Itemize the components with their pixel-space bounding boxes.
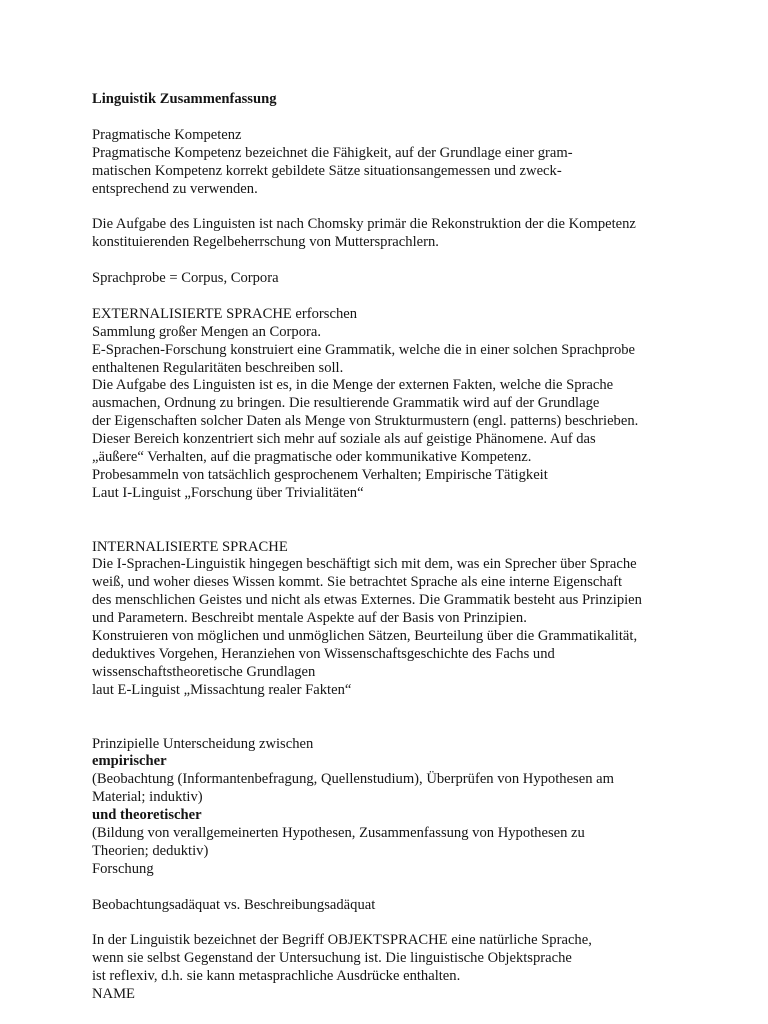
empirisch-label: empirischer xyxy=(92,753,167,770)
paragraph-line: Die Aufgabe des Linguisten ist nach Chomsky primär die Rekonstruktion der die Kompetenz xyxy=(92,216,636,233)
paragraph-line: Die I-Sprachen-Linguistik hingegen beschäftigt sich mit dem, was ein Sprecher über Sprache xyxy=(92,556,637,573)
paragraph-line: (Beobachtung (Informantenbefragung, Quellenstudium), Überprüfen von Hypothesen am xyxy=(92,771,614,788)
theoretisch-label: und theoretischer xyxy=(92,807,202,824)
section-pragmatik xyxy=(92,127,732,199)
adaequat-line: Beobachtungsadäquat vs. Beschreibungsadäquat xyxy=(92,896,376,913)
section-heading-internalisiert: INTERNALISIERTE SPRACHE xyxy=(92,538,288,555)
paragraph-line: Material; induktiv) xyxy=(92,789,203,806)
paragraph-line: Die Aufgabe des Linguisten ist es, in die Menge der externen Fakten, welche die Sprache xyxy=(92,377,614,394)
paragraph-line: Dieser Bereich konzentriert sich mehr auf soziale als auf geistige Phänomene. Auf das xyxy=(92,431,596,448)
section-heading-pragmatik: Pragmatische Kompetenz xyxy=(92,126,242,143)
paragraph-line: NAME xyxy=(92,986,135,1003)
paragraph-line: deduktives Vorgehen, Heranziehen von Wissenschaftsgeschichte des Fachs und xyxy=(92,646,555,663)
paragraph-line: In der Linguistik bezeichnet der Begriff OBJEKTSPRACHE eine natürliche Sprache, xyxy=(92,932,592,949)
section-objektsprache xyxy=(92,932,732,1004)
paragraph-line: Pragmatische Kompetenz bezeichnet die Fähigkeit, auf der Grundlage einer gram- xyxy=(92,144,573,161)
paragraph-line: Sammlung großer Mengen an Corpora. xyxy=(92,323,321,340)
paragraph-line: konstituierenden Regelbeherrschung von Muttersprachlern. xyxy=(92,234,439,251)
document-page xyxy=(92,91,732,1004)
paragraph-line: matischen Kompetenz korrekt gebildete Sätze situationsangemessen und zweck- xyxy=(92,162,562,179)
section-unterscheidung xyxy=(92,736,732,879)
section-externalisiert xyxy=(92,306,732,503)
paragraph-line: enthaltenen Regularitäten beschreiben soll. xyxy=(92,359,344,376)
section-internalisiert xyxy=(92,539,732,700)
paragraph-line: (Bildung von verallgemeinerten Hypothesen, Zusammenfassung von Hypothesen zu xyxy=(92,825,585,842)
section-heading-externalisiert: EXTERNALISIERTE SPRACHE erforschen xyxy=(92,305,358,322)
paragraph-line: Theorien; deduktiv) xyxy=(92,842,209,859)
paragraph-line: der Eigenschaften solcher Daten als Menge von Strukturmustern (engl. patterns) beschrieben. xyxy=(92,413,639,430)
paragraph-line: wenn sie selbst Gegenstand der Untersuchung ist. Die linguistische Objektsprache xyxy=(92,950,572,967)
paragraph-line: weiß, und woher dieses Wissen kommt. Sie betrachtet Sprache als eine interne Eigenschaft xyxy=(92,574,623,591)
unterscheidung-closing: Forschung xyxy=(92,860,154,877)
unterscheidung-intro: Prinzipielle Unterscheidung zwischen xyxy=(92,735,314,752)
paragraph-line: ist reflexiv, d.h. sie kann metasprachliche Ausdrücke enthalten. xyxy=(92,968,461,985)
paragraph-line: Laut I-Linguist „Forschung über Trivialitäten“ xyxy=(92,484,364,501)
paragraph-line: „äußere“ Verhalten, auf die pragmatische oder kommunikative Kompetenz. xyxy=(92,449,532,466)
paragraph-line: Probesammeln von tatsächlich gesprochenem Verhalten; Empirische Tätigkeit xyxy=(92,466,548,483)
paragraph-line: E-Sprachen-Forschung konstruiert eine Grammatik, welche die in einer solchen Sprachprobe xyxy=(92,341,636,358)
paragraph-line: und Parametern. Beschreibt mentale Aspekte auf der Basis von Prinzipien. xyxy=(92,610,527,627)
document-title: Linguistik Zusammenfassung xyxy=(92,91,277,107)
paragraph-line: entsprechend zu verwenden. xyxy=(92,180,258,197)
paragraph-line: des menschlichen Geistes und nicht als etwas Externes. Die Grammatik besteht aus Prinzipien xyxy=(92,592,642,609)
paragraph-line: wissenschaftstheoretische Grundlagen xyxy=(92,663,316,680)
paragraph-line: Konstruieren von möglichen und unmöglichen Sätzen, Beurteilung über die Grammatikalität, xyxy=(92,628,638,645)
section-chomsky xyxy=(92,216,732,252)
paragraph-line: ausmachen, Ordnung zu bringen. Die resultierende Grammatik wird auf der Grundlage xyxy=(92,395,600,412)
sprachprobe-line: Sprachprobe = Corpus, Corpora xyxy=(92,270,279,287)
paragraph-line: laut E-Linguist „Missachtung realer Fakten“ xyxy=(92,681,352,698)
